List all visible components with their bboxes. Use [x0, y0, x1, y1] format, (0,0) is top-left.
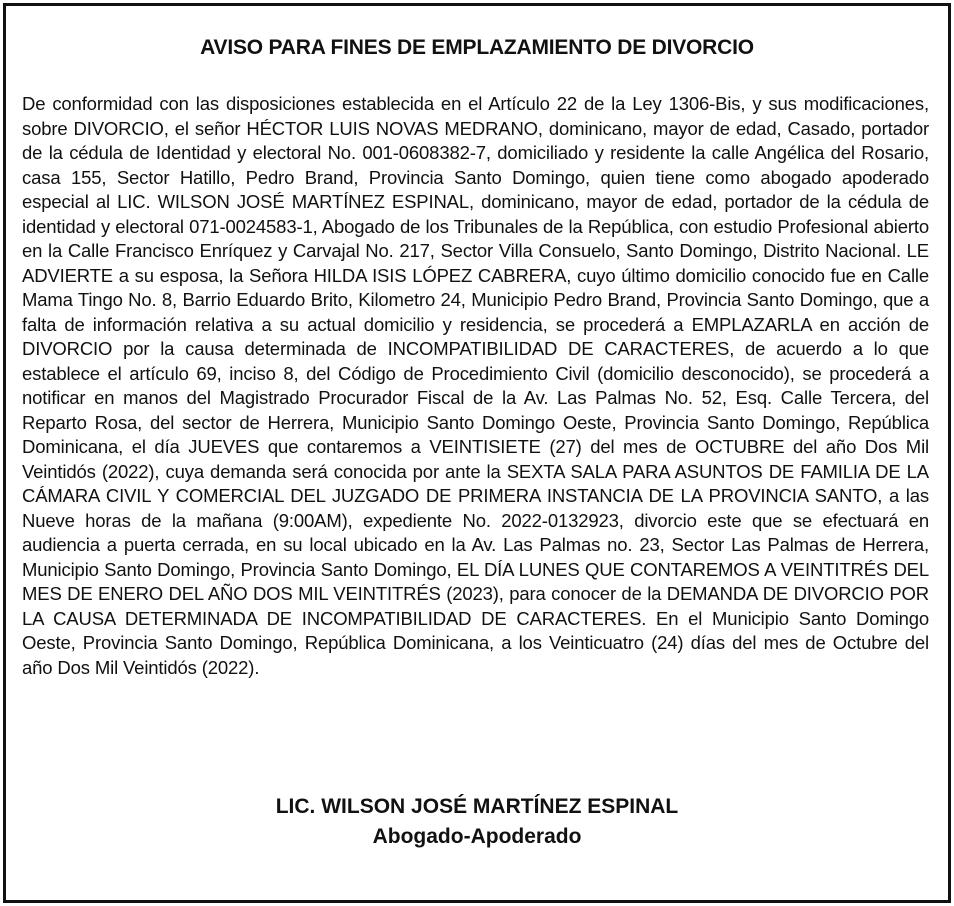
- signature-block: [6, 792, 948, 852]
- signature-name: LIC. WILSON JOSÉ MARTÍNEZ ESPINAL: [275, 795, 679, 818]
- notice-frame: [3, 3, 951, 903]
- notice-title: AVISO PARA FINES DE EMPLAZAMIENTO DE DIVORCIO: [200, 36, 754, 59]
- notice-body: De conformidad con las disposiciones establecida en el Artículo 22 de la Ley 1306-Bis, y sus modificaciones, sobre DIVORCIO, el señor HÉCTOR LUIS NOVAS MEDRANO, dominicano, mayor de edad, Casado, portador de la cédula de Identidad y electoral No. 001-0608382-7, domiciliado y residente la calle Angélica del Rosario, casa 155, Sector Hatillo, Pedro Brand, Provincia Santo Domingo, quien tiene como abogado apoderado especial al LIC. WILSON JOSÉ MARTÍNEZ ESPINAL, dominicano, mayor de edad, portador de la cédula de identidad y electoral 071-0024583-1, Abogado de los Tribunales de la República, con estudio Profesional abierto en la Calle Francisco Enríquez y Carvajal No. 217, Sector Villa Consuelo, Santo Domingo, Distrito Nacional. LE ADVIERTE a su esposa, la Señora HILDA ISIS LÓPEZ CABRERA, cuyo último domicilio conocido fue en Calle Mama Tingo No. 8, Barrio Eduardo Brito, Kilometro 24, Municipio Pedro Brand, Provincia Santo Domingo, que a falta de información relativa a su actual domicilio y residencia, se procederá a EMPLAZARLA en acción de DIVORCIO por la causa determinada de INCOMPATIBILIDAD DE CARACTERES, de acuerdo a lo que establece el artículo 69, inciso 8, del Código de Procedimiento Civil (domicilio desconocido), se procederá a notificar en manos del Magistrado Procurador Fiscal de la Av. Las Palmas No. 52, Esq. Calle Tercera, del Reparto Rosa, del sector de Herrera, Municipio Santo Domingo Oeste, Provincia Santo Domingo, República Dominicana, el día JUEVES que contaremos a VEINTISIETE (27) del mes de OCTUBRE del año Dos Mil Veintidós (2022), cuya demanda será conocida por ante la SEXTA SALA PARA ASUNTOS DE FAMILIA DE LA CÁMARA CIVIL Y COMERCIAL DEL JUZGADO DE PRIMERA INSTANCIA DE LA PROVINCIA SANTO, a las Nueve horas de la mañana (9:00AM), expediente No. 2022-0132923, divorcio este que se efectuará en audiencia a puerta cerrada, en su local ubicado en la Av. Las Palmas no. 23, Sector Las Palmas de Herrera, Municipio Santo Domingo, Provincia Santo Domingo, EL DÍA LUNES QUE CONTAREMOS A VEINTITRÉS DEL MES DE ENERO DEL AÑO DOS MIL VEINTITRÉS (2023), para conocer de la DEMANDA DE DIVORCIO POR LA CAUSA DETERMINADA DE INCOMPATIBILIDAD DE CARACTERES. En el Municipio Santo Domingo Oeste, Provincia Santo Domingo, República Dominicana, a los Veinticuatro (24) días del mes de Octubre del año Dos Mil Veintidós (2022).: [22, 93, 929, 678]
- signature-role: Abogado-Apoderado: [372, 825, 582, 848]
